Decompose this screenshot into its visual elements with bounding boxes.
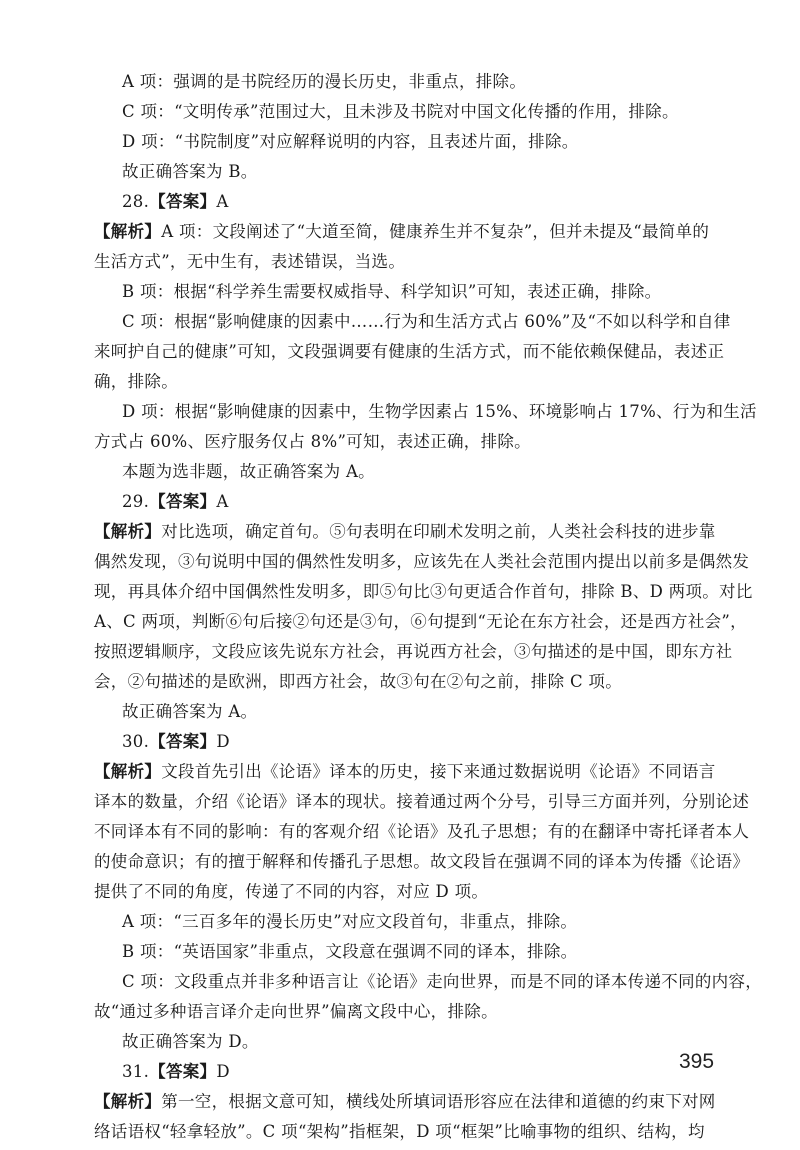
text-line: 故正确答案为 B。: [122, 162, 258, 181]
text-line: 来呵护自己的健康”可知，文段强调要有健康的生活方式，而不能依赖保健品，表述正: [94, 342, 725, 361]
analysis-line: 【解析】A 项：文段阐述了“大道至简，健康养生并不复杂”，但并未提及“最简单的: [94, 222, 710, 241]
text-line: B 项：根据“科学养生需要权威指导、科学知识”可知，表述正确，排除。: [122, 282, 662, 301]
text-line: 故“通过多种语言译介走向世界”偏离文段中心，排除。: [94, 1002, 498, 1021]
page-number: 395: [679, 1050, 715, 1073]
text-line: A、C 两项，判断⑥句后接②句还是③句，⑥句提到“无论在东方社会，还是西方社会”，: [94, 612, 747, 631]
text-line: 按照逻辑顺序，文段应该先说东方社会，再说西方社会，③句描述的是中国，即东方社: [94, 642, 733, 661]
text-line: 现，再具体介绍中国偶然性发明多，即⑤句比③句更适合作首句，排除 B、D 两项。对比: [94, 582, 753, 601]
answer-heading: 30.【答案】D: [122, 732, 230, 751]
analysis-line: 【解析】第一空，根据文意可知，横线处所填词语形容应在法律和道德的约束下对网: [94, 1092, 716, 1111]
text-line: 不同译本有不同的影响：有的客观介绍《论语》及孔子思想；有的在翻译中寄托译者本人: [94, 822, 750, 841]
text-line: C 项：文段重点并非多种语言让《论语》走向世界，而是不同的译本传递不同的内容，: [122, 972, 763, 991]
text-line: 会，②句描述的是欧洲，即西方社会，故③句在②句之前，排除 C 项。: [94, 672, 623, 691]
text-line: A 项：“三百多年的漫长历史”对应文段首句，非重点，排除。: [122, 912, 578, 931]
text-line: 提供了不同的角度，传递了不同的内容，对应 D 项。: [94, 882, 489, 901]
analysis-line: 【解析】对比选项，确定首句。⑤句表明在印刷术发明之前，人类社会科技的进步靠: [94, 522, 716, 541]
answer-heading: 31.【答案】D: [122, 1062, 230, 1081]
text-line: C 项：“文明传承”范围过大，且未涉及书院对中国文化传播的作用，排除。: [122, 102, 679, 121]
text-line: B 项：“英语国家”非重点，文段意在强调不同的译本，排除。: [122, 942, 578, 961]
text-line: D 项：根据“影响健康的因素中，生物学因素占 15%、环境影响占 17%、行为和生活: [122, 402, 757, 421]
text-line: A 项：强调的是书院经历的漫长历史，非重点，排除。: [122, 72, 527, 91]
answer-heading: 29.【答案】A: [122, 492, 229, 511]
text-line: 络话语权“轻拿轻放”。C 项“架构”指框架，D 项“框架”比喻事物的组织、结构，均: [94, 1122, 705, 1141]
text-line: 故正确答案为 A。: [122, 702, 258, 721]
text-line: 译本的数量，介绍《论语》译本的现状。接着通过两个分号，引导三方面并列，分别论述: [94, 792, 750, 811]
answer-heading: 28.【答案】A: [122, 192, 229, 211]
text-line: C 项：根据“影响健康的因素中……行为和生活方式占 60%”及“不如以科学和自律: [122, 312, 731, 331]
text-line: 确，排除。: [94, 372, 178, 391]
text-line: 故正确答案为 D。: [122, 1032, 259, 1051]
text-line: 偶然发现，③句说明中国的偶然性发明多，应该先在人类社会范围内提出以前多是偶然发: [94, 552, 750, 571]
text-line: 方式占 60%、医疗服务仅占 8%”可知，表述正确，排除。: [94, 432, 531, 451]
text-line: 本题为选非题，故正确答案为 A。: [122, 462, 375, 481]
analysis-line: 【解析】文段首先引出《论语》译本的历史，接下来通过数据说明《论语》不同语言: [94, 762, 716, 781]
text-line: 生活方式”，无中生有，表述错误，当选。: [94, 252, 406, 271]
text-line: D 项：“书院制度”对应解释说明的内容，且表述片面，排除。: [122, 132, 579, 151]
text-line: 的使命意识；有的擅于解释和传播孔子思想。故文段旨在强调不同的译本为传播《论语》: [94, 852, 750, 871]
